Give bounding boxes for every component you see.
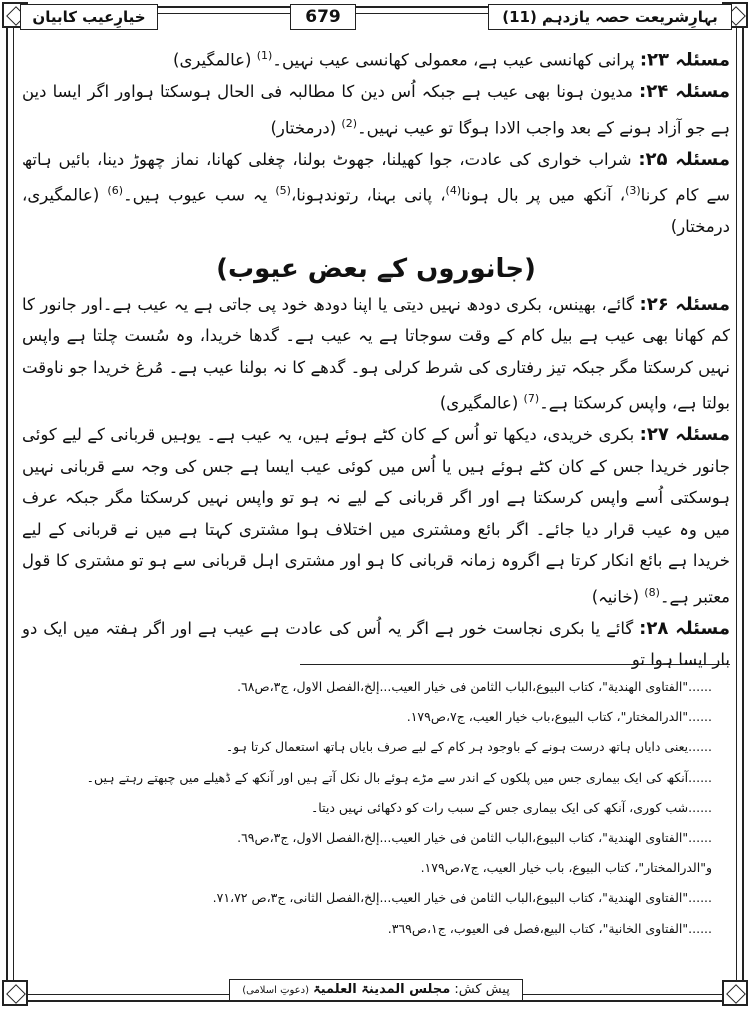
masala-text: گائے، بھینس، بکری دودھ نہیں دیتی یا اپنا دودھ خود پی جاتی ہے یہ عیب ہے۔اور جانور کا کم کھانا بھی عیب ہے بیل کام کے وقت سوجاتا ہے یہ عیب ہے۔ گدھا خریدا، وہ سُست چلتا ہے واپس نہیں کرسکتا مگر جبکہ تیز رفتاری کی شرط کرلی ہو۔ گدھے کا نہ بولنا عیب ہے۔ مُرغ خریدا جو ناوقت بولتا ہے، واپس کرسکتا ہے۔ [22, 294, 730, 413]
reference: (درمختار) [270, 118, 337, 137]
masala-label: مسئلہ ۲۴: [639, 81, 730, 102]
section-title: خیارِعیب کابیان [20, 4, 158, 30]
masala-23 [22, 40, 730, 76]
publisher-box [229, 979, 523, 1001]
masala-text: شراب خواری کی عادت، جوا کھیلنا، جھوٹ بولنا، چغلی کھانا، نماز چھوڑ دینا، بائیں ہاتھ سے کام کرنا [22, 149, 730, 205]
page-number: 679 [290, 4, 356, 30]
masala-text: بکری خریدی، دیکھا تو اُس کے کان کٹے ہوئے ہیں، یہ عیب ہے۔ یوہیں قربانی کے لیے کوئی جانور خریدا جس کے کان کٹے ہوئے ہیں یا اُس میں کوئی عیب ایسا ہے جس کی وجہ سے قربانی نہیں ہوسکتی اُسے واپس کرسکتا ہے اور اگر قربانی کے لیے نہ ہو تو واپس نہیں کرسکتا مگر جبکہ عرف میں وہ عیب قرار دیا جائے۔ اگر بائع ومشتری میں اختلاف ہوا مشتری کہتا ہے میں نے قربانی کے لیے خریدا ہے بائع انکار کرتا ہے اگروہ زمانہ قربانی کا ہو اور مشتری اہل قربانی سے ہو تو مشتری کا قول معتبر ہے۔ [22, 425, 730, 606]
masala-26 [22, 289, 730, 420]
footnotes [30, 672, 712, 944]
masala-text: یہ سب عیوب ہیں۔ [123, 185, 276, 205]
footnote-marker[interactable]: (1) [256, 49, 273, 62]
masala-24 [22, 76, 730, 144]
reference: (خانیہ) [591, 587, 640, 606]
masala-25 [22, 144, 730, 243]
reference: (عالمگیری) [173, 50, 252, 70]
presented-by: پیش کش: [454, 982, 510, 997]
footnote-marker[interactable]: (3) [625, 184, 641, 197]
footnote-marker[interactable]: (4) [445, 184, 462, 197]
masala-text: ، آنکھ میں پر بال ہونا [461, 185, 626, 205]
reference: (عالمگیری، درمختار) [22, 185, 730, 236]
masala-27 [22, 419, 730, 613]
chapter-title: بہارِشریعت حصہ یازدہم (11) [488, 4, 732, 30]
footnote-marker[interactable]: (6) [107, 184, 123, 197]
footnote-8: ......"الفتاوى الخانية"، كتاب البيع،فصل فى العيوب، ج١،ص٣٦٩. [387, 920, 712, 936]
main-text [22, 40, 730, 669]
footnote-marker[interactable]: (8) [644, 585, 660, 599]
masala-text: مدیون ہونا بھی عیب ہے جبکہ اُس دین کا مطالبہ فی الحال ہوسکتا ہواور اگر ایسا دین ہے جو آزاد ہونے کے بعد واجب الادا ہوگا تو عیب نہیں۔ [22, 82, 730, 137]
masala-28 [22, 613, 730, 676]
footnote-4: ......آنکھ کی ایک بیماری جس میں پلکوں کے اندر سے مڑے ہوئے بال نکل آتے ہیں اور آنکھ کے ڈھیلے میں چبھتے رہتے ہیں۔ [86, 769, 712, 785]
footnote-marker[interactable]: (5) [275, 184, 291, 197]
publisher-name: مجلس المدینۃ العلمیۃ [313, 982, 451, 997]
footnote-5: ......شب کوری، آنکھ کی ایک بیماری جس کے سبب رات کو دکھائی نہیں دیتا۔ [310, 799, 712, 815]
reference: (عالمگیری) [439, 393, 519, 413]
masala-label: مسئلہ ۲۳: [639, 49, 730, 71]
page-header [20, 4, 732, 30]
footnote-6: ......"الفتاوى الهندية"، كتاب البيوع،الباب الثامن فى خيار العيب...إلخ،الفصل الاول، ج٣،ص٦٩. [237, 829, 712, 845]
section-heading: (جانوروں کے بعض عیوب) [216, 253, 536, 284]
publisher-sub: (دعوتِ اسلامی) [242, 985, 309, 996]
masala-label: مسئلہ ۲۵: [638, 148, 730, 170]
footnote-divider [300, 664, 730, 665]
masala-label: مسئلہ ۲۷: [639, 424, 730, 445]
footnote-6b: و"الدرالمختار"، كتاب البيوع، باب خيار العيب، ج٧،ص١٧٩. [420, 860, 712, 876]
masala-label: مسئلہ ۲۸: [639, 617, 730, 639]
page-footer [0, 978, 752, 1002]
masala-text: پرانی کھانسی عیب ہے، معمولی کھانسی عیب نہیں۔ [272, 50, 635, 70]
masala-text: ، پانی بہنا، رتوندہونا، [290, 185, 446, 205]
footnote-marker[interactable]: (7) [523, 392, 540, 405]
masala-label: مسئلہ ۲۶: [639, 293, 730, 315]
footnote-7: ......"الفتاوى الهندية"، كتاب البيوع،الباب الثامن فى خيار العيب...إلخ،الفصل الثانى، ج٣،ص ٧١،٧٢. [212, 890, 712, 906]
footnote-2: ......"الدرالمختار"، كتاب البيوع،باب خيار العيب، ج٧،ص١٧٩. [406, 709, 712, 725]
masala-text: گائے یا بکری نجاست خور ہے اگر یہ اُس کی عادت ہے عیب ہے اور اگر ہفتہ میں ایک دو بار ایسا ہوا تو [22, 618, 730, 669]
footnote-marker[interactable]: (2) [341, 116, 357, 130]
footnote-3: ......یعنی دایاں ہاتھ درست ہونے کے باوجود ہر کام کے لیے صرف بایاں ہاتھ استعمال کرتا ہو۔ [225, 739, 712, 755]
footnote-1: ......"الفتاوى الهندية"، كتاب البيوع،الباب الثامن فى خيار العيب...إلخ،الفصل الاول، ج٣،ص٦٨. [237, 679, 712, 694]
